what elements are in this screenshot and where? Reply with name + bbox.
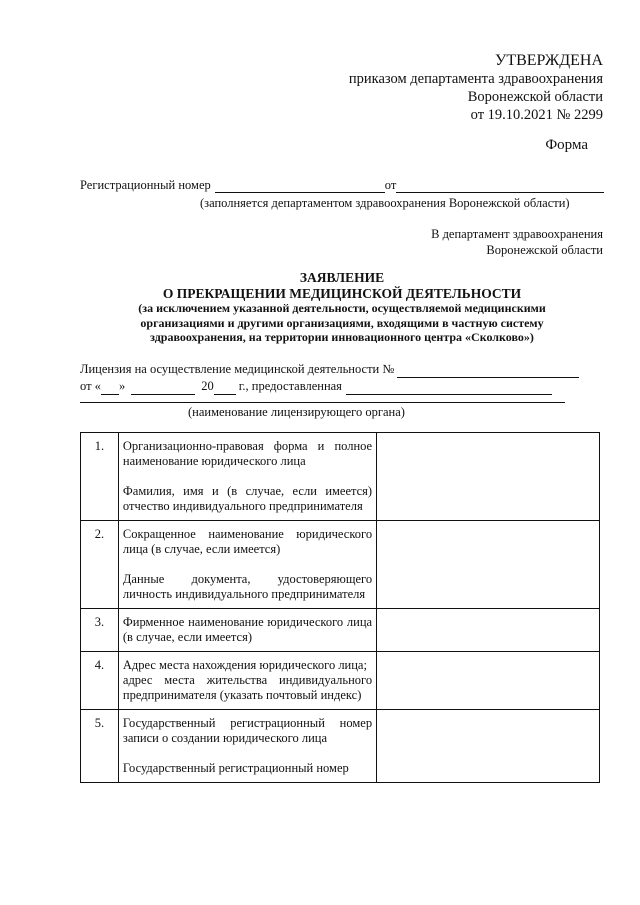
license-year-field[interactable] — [214, 381, 236, 395]
approval-title: УТВЕРЖДЕНА — [494, 52, 603, 69]
registration-date-field[interactable] — [396, 179, 604, 193]
row-text: Государственный регистрационный номер записи о создании юридического лица — [122, 716, 373, 745]
row-text: Данные документа, удостоверяющего личность индивидуального предпринимателя — [122, 572, 373, 601]
license-year-prefix: 20 — [201, 379, 214, 393]
row-value-field[interactable] — [377, 609, 600, 652]
row-text: Фирменное наименование юридического лица (в случае, если имеется) — [122, 615, 373, 644]
row-text: Организационно-правовая форма и полное наименование юридического лица — [122, 439, 373, 468]
document-title — [80, 270, 604, 301]
licensing-authority-field[interactable] — [80, 402, 565, 403]
registration-note: (заполняется департаментом здравоохранения Воронежской области) — [200, 196, 570, 210]
table-row — [81, 521, 600, 609]
approval-line-2: Воронежской области — [467, 89, 603, 105]
recipient-line-2: Воронежской области — [486, 243, 603, 257]
row-value-field[interactable] — [377, 710, 600, 783]
row-description — [118, 710, 376, 783]
registration-from-label: от — [384, 178, 397, 192]
document-subtitle — [92, 301, 592, 345]
license-block — [80, 361, 604, 395]
license-day-field[interactable] — [101, 381, 119, 395]
recipient-line-1: В департамент здравоохранения — [431, 227, 603, 241]
row-number: 3. — [81, 609, 119, 652]
row-number: 5. — [81, 710, 119, 783]
row-number: 2. — [81, 521, 119, 609]
row-description — [118, 652, 376, 710]
registration-line — [80, 178, 604, 193]
subtitle-line-3: здравоохранения, на территории инновационного центра «Сколково») — [150, 330, 534, 344]
form-label: Форма — [545, 137, 588, 153]
row-value-field[interactable] — [377, 652, 600, 710]
license-label: Лицензия на осуществление медицинской деятельности № — [80, 362, 395, 376]
row-number: 1. — [81, 433, 119, 521]
license-quote-close: » — [118, 379, 126, 393]
recipient-block — [431, 226, 603, 258]
approval-line-1: приказом департамента здравоохранения — [348, 71, 603, 87]
row-description — [118, 521, 376, 609]
row-value-field[interactable] — [377, 433, 600, 521]
title-line-1: ЗАЯВЛЕНИЕ — [299, 270, 385, 285]
row-text: Сокращенное наименование юридического лица (в случае, если имеется) — [122, 527, 373, 556]
row-number: 4. — [81, 652, 119, 710]
license-date-row — [80, 378, 604, 395]
row-description — [118, 609, 376, 652]
license-number-field[interactable] — [397, 364, 579, 378]
row-description — [118, 433, 376, 521]
licensing-authority-note: (наименование лицензирующего органа) — [188, 405, 405, 419]
license-issuer-field[interactable] — [346, 381, 552, 395]
row-text: Адрес места нахождения юридического лица; — [122, 658, 367, 672]
license-number-row — [80, 361, 604, 378]
subtitle-line-2: организациями и другими организациями, входящими в частную систему — [140, 315, 544, 330]
table-row — [81, 710, 600, 783]
license-month-field[interactable] — [131, 381, 195, 395]
row-text: Государственный регистрационный номер — [122, 761, 349, 775]
title-line-2: О ПРЕКРАЩЕНИИ МЕДИЦИНСКОЙ ДЕЯТЕЛЬНОСТИ — [162, 285, 522, 301]
license-year-suffix: г., предоставленная — [238, 379, 342, 393]
row-text: адрес места жительства индивидуального предпринимателя (указать почтовый индекс) — [122, 673, 373, 702]
approval-block — [349, 52, 603, 124]
subtitle-line-1: (за исключением указанной деятельности, осуществляемой медицинскими — [138, 301, 546, 315]
license-from-prefix: от « — [80, 379, 101, 393]
registration-label: Регистрационный номер — [80, 178, 211, 192]
table-row — [81, 433, 600, 521]
table-row — [81, 652, 600, 710]
table-row — [81, 609, 600, 652]
row-text: Фамилия, имя и (в случае, если имеется) отчество индивидуального предпринимателя — [122, 484, 373, 513]
registration-number-field[interactable] — [215, 179, 385, 193]
application-table — [80, 432, 600, 783]
row-value-field[interactable] — [377, 521, 600, 609]
approval-line-3: от 19.10.2021 № 2299 — [470, 107, 603, 123]
